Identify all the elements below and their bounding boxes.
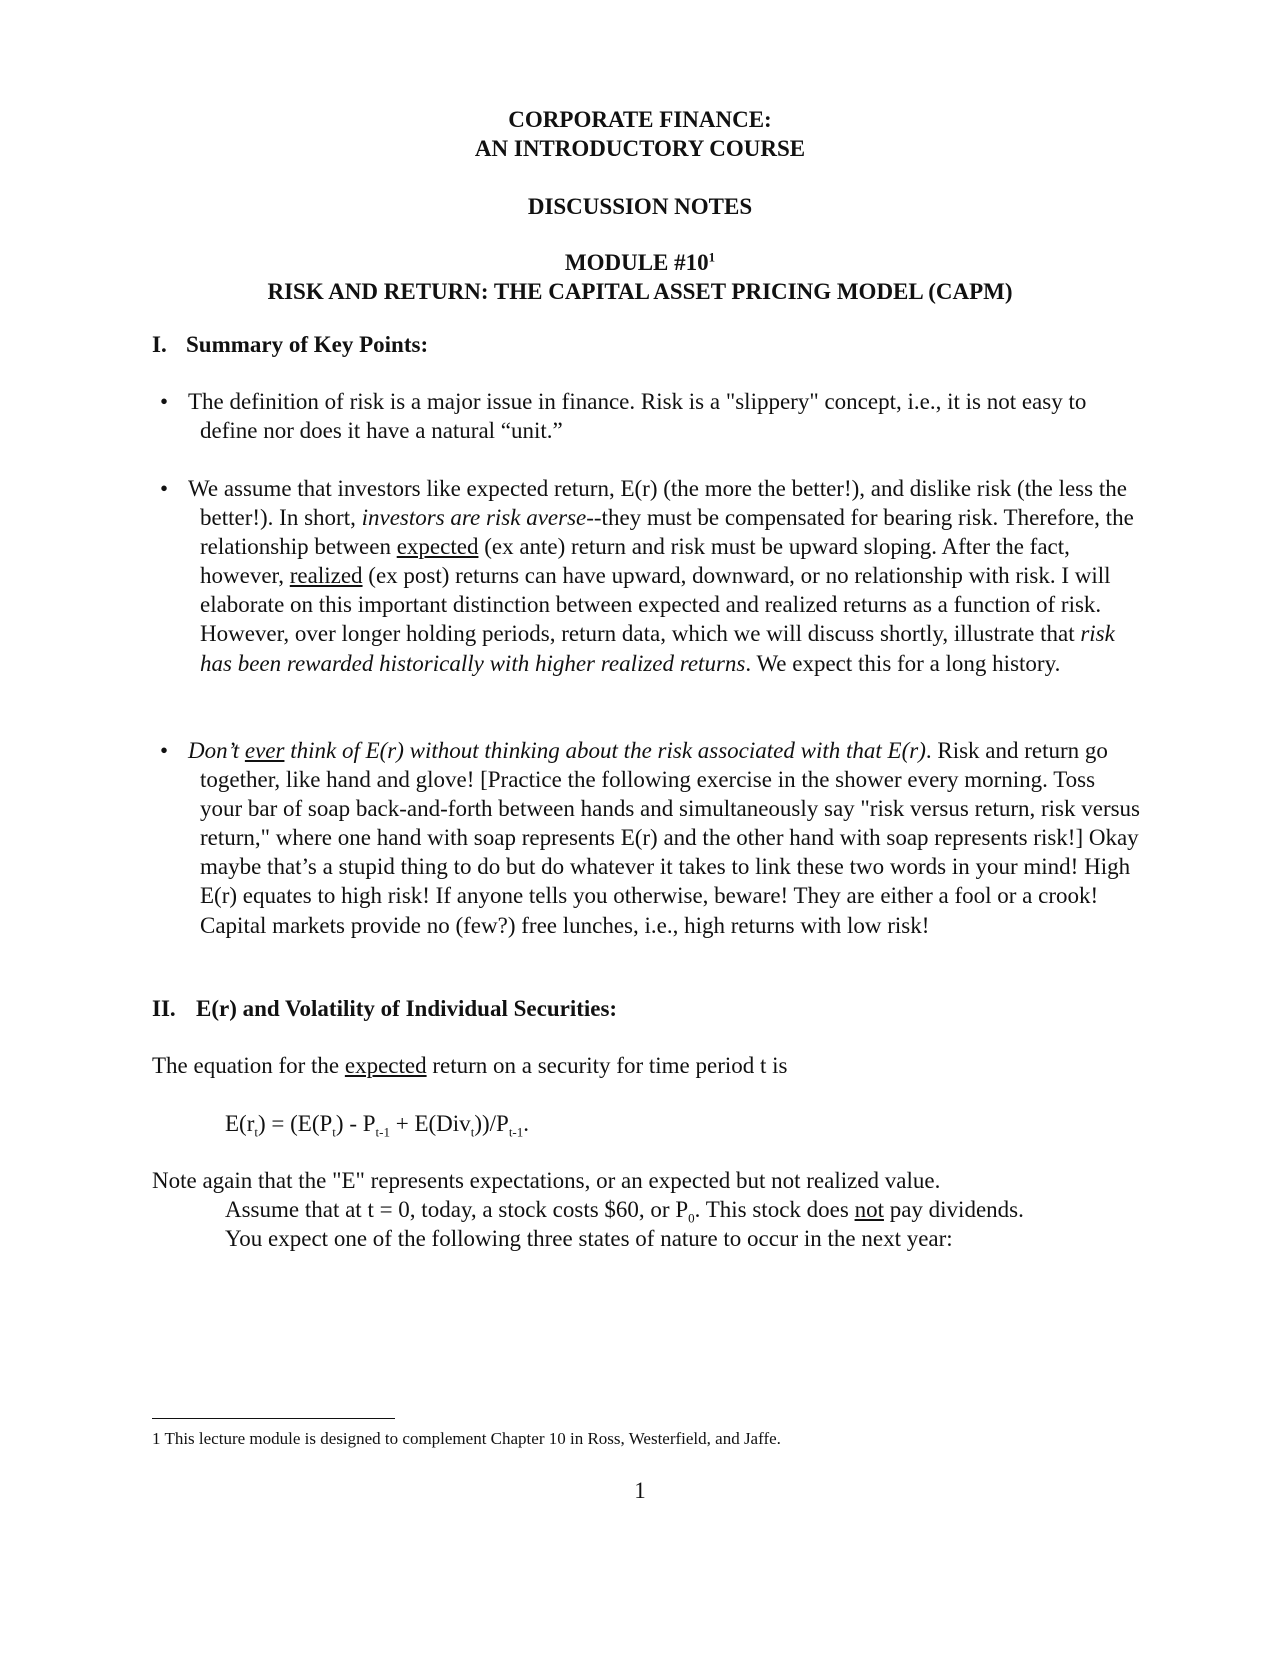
intro-part: The equation for the [152, 1053, 345, 1078]
eq-part: ))/P [474, 1111, 509, 1136]
bullet-2-part: (ex post) returns can have upward, downward, or no relationship with risk. I will elaborate on this important distinction between expected and realized returns as a function of risk. However, over longer holding periods, return data, which we will discuss shortly, illustrate that [200, 563, 1111, 647]
bullet-3 [160, 736, 1140, 940]
expect-line: You expect one of the following three states of nature to occur in the next year: [225, 1226, 953, 1251]
eq-part: E(r [225, 1111, 255, 1136]
section-1-number: I. [152, 332, 167, 357]
note-paragraph [152, 1166, 1152, 1253]
eq-sub: t-1 [375, 1124, 390, 1140]
eq-sub: t-1 [508, 1124, 524, 1140]
module-title [0, 248, 1280, 277]
bullet-1 [160, 387, 1140, 445]
module-footnote-mark: 1 [708, 249, 716, 265]
page-number: 1 [634, 1478, 646, 1503]
eq-part: + E(Div [390, 1111, 471, 1136]
intro-underline: expected [344, 1053, 427, 1078]
intro-part: return on a security for time period t is [426, 1053, 788, 1078]
footnote [152, 1428, 781, 1450]
section-2-heading [152, 994, 617, 1023]
module-subtitle: RISK AND RETURN: THE CAPITAL ASSET PRICING MODEL (CAPM) [267, 279, 1013, 304]
bullet-dot-icon: • [160, 389, 169, 414]
bullet-2-text [188, 474, 1140, 678]
assume-part: . This stock does [694, 1197, 855, 1222]
note-line: Note again that the "E" represents expectations, or an expected but not realized value. [152, 1168, 941, 1193]
footnote-text: This lecture module is designed to complement Chapter 10 in Ross, Westerfield, and Jaffe. [160, 1429, 781, 1448]
assume-underline: not [854, 1197, 884, 1222]
bullet-2-part: . We expect this for a long history. [745, 650, 1061, 676]
section-2-number: II. [152, 996, 176, 1021]
section-1-heading [152, 330, 428, 359]
bullet-2-part: We assume that investors like expected return, E(r) (the more the better!), and dislike risk (the less the better!). In short, [188, 476, 1127, 531]
eq-part: ) - P [335, 1111, 376, 1136]
module-number: MODULE #10 [564, 250, 709, 275]
expected-return-equation [225, 1109, 529, 1138]
bullet-2-part: (ex ante) return and risk must be upward sloping. After the fact, however, [200, 534, 1070, 589]
bullet-3-underline: ever [244, 738, 285, 763]
expected-return-intro [152, 1051, 1152, 1080]
assume-part: pay dividends. [883, 1197, 1024, 1222]
bullet-3-italic: think of E(r) without thinking about the risk associated with that E(r) [284, 738, 926, 763]
eq-part: ) = (E(P [258, 1111, 333, 1136]
assume-part: Assume that at t = 0, today, a stock costs $60, or P [225, 1197, 689, 1222]
eq-part: . [523, 1111, 530, 1136]
discussion-notes-heading: DISCUSSION NOTES [527, 194, 753, 219]
eq-sub: t [470, 1124, 475, 1140]
footnote-mark: 1 [152, 1429, 161, 1448]
bullet-2-part: --they must be compensated for bearing risk. Therefore, the relationship between [200, 505, 1134, 560]
eq-sub: t [254, 1124, 258, 1140]
bullet-2-underline: expected [396, 534, 479, 560]
footnote-divider [152, 1418, 395, 1419]
bullet-3-text [188, 736, 1140, 940]
assume-line [152, 1195, 1152, 1224]
eq-sub: t [332, 1124, 336, 1140]
section-1-title: Summary of Key Points: [186, 332, 429, 357]
bullet-2-underline: realized [289, 563, 363, 589]
section-2-title: E(r) and Volatility of Individual Securities: [196, 996, 618, 1021]
bullet-2-italic: investors are risk averse [361, 505, 587, 531]
bullet-2-italic: risk has been rewarded historically with higher realized returns [200, 621, 1115, 676]
bullet-2 [160, 474, 1140, 678]
assume-sub: 0 [688, 1210, 695, 1226]
bullet-dot-icon: • [160, 738, 169, 763]
title-block [0, 105, 1280, 163]
title-line-1: CORPORATE FINANCE: [508, 107, 772, 132]
bullet-dot-icon: • [160, 476, 169, 501]
bullet-3-part: . Risk and return go together, like hand and glove! [Practice the following exercise in the shower every morning. Toss your bar of soap back-and-forth between hands and simultaneously say "risk versus return, risk versus return," where one hand with soap represents E(r) and the other hand with soap represents risk!] Okay maybe that’s a stupid thing to do but do whatever it takes to link these two words in your mind! High E(r) equates to high risk! If anyone tells you otherwise, beware! They are either a fool or a crook! Capital markets provide no (few?) free lunches, i.e., high returns with low risk! [200, 738, 1141, 938]
bullet-3-italic: Don’t [188, 738, 245, 763]
module-block [0, 248, 1280, 306]
bullet-1-text: The definition of risk is a major issue in finance. Risk is a "slippery" concept, i.e., it is not easy to define nor does it have a natural “unit.” [188, 389, 1087, 444]
title-line-2: AN INTRODUCTORY COURSE [474, 136, 806, 161]
